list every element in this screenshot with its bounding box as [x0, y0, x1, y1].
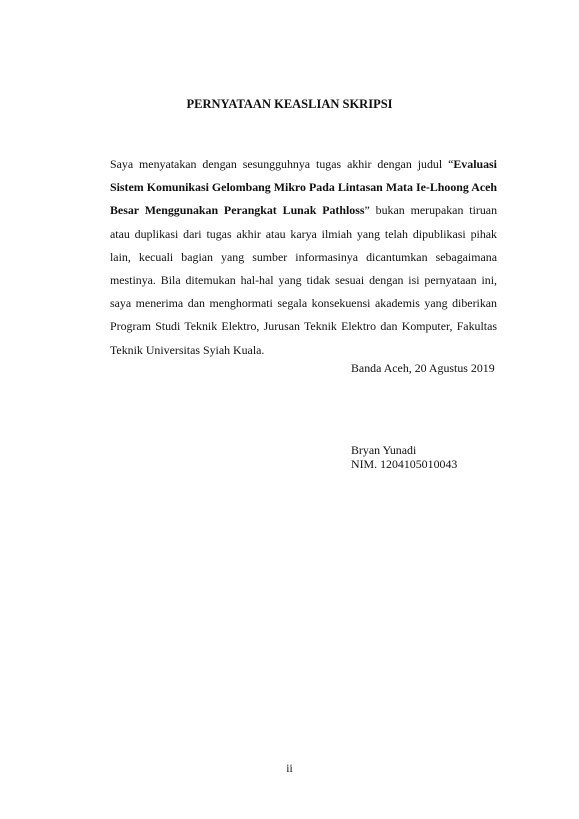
thesis-title: Evaluasi Sistem Komunikasi Gelombang Mikro Pada Lintasan Mata Ie-Lhoong Aceh Besar Menggunakan Perangkat Lunak Pathloss: [110, 157, 497, 218]
statement-intro: Saya menyatakan dengan sesungguhnya tugas akhir dengan judul “: [110, 157, 454, 171]
signatory-name: Bryan Yunadi: [351, 443, 417, 457]
statement-rest: ” bukan merupakan tiruan atau duplikasi dari tugas akhir atau karya ilmiah yang telah dipublikasi pihak lain, kecuali bagian yang sumber informasinya dicantumkan sebagaimana mestinya. Bila ditemukan hal-hal yang tidak sesuai dengan isi pernyataan ini, saya menerima dan menghormati segala konsekuensi akademis yang diberikan Program Studi Teknik Elektro, Jurusan Teknik Elektro dan Komputer, Fakultas Teknik Universitas Syiah Kuala.: [110, 203, 498, 357]
document-title: PERNYATAAN KEASLIAN SKRIPSI: [186, 97, 393, 111]
signatory-nim: NIM. 1204105010043: [351, 457, 458, 471]
place-date: Banda Aceh, 20 Agustus 2019: [351, 361, 495, 375]
page-number: ii: [286, 763, 293, 775]
statement-paragraph: [110, 153, 497, 362]
